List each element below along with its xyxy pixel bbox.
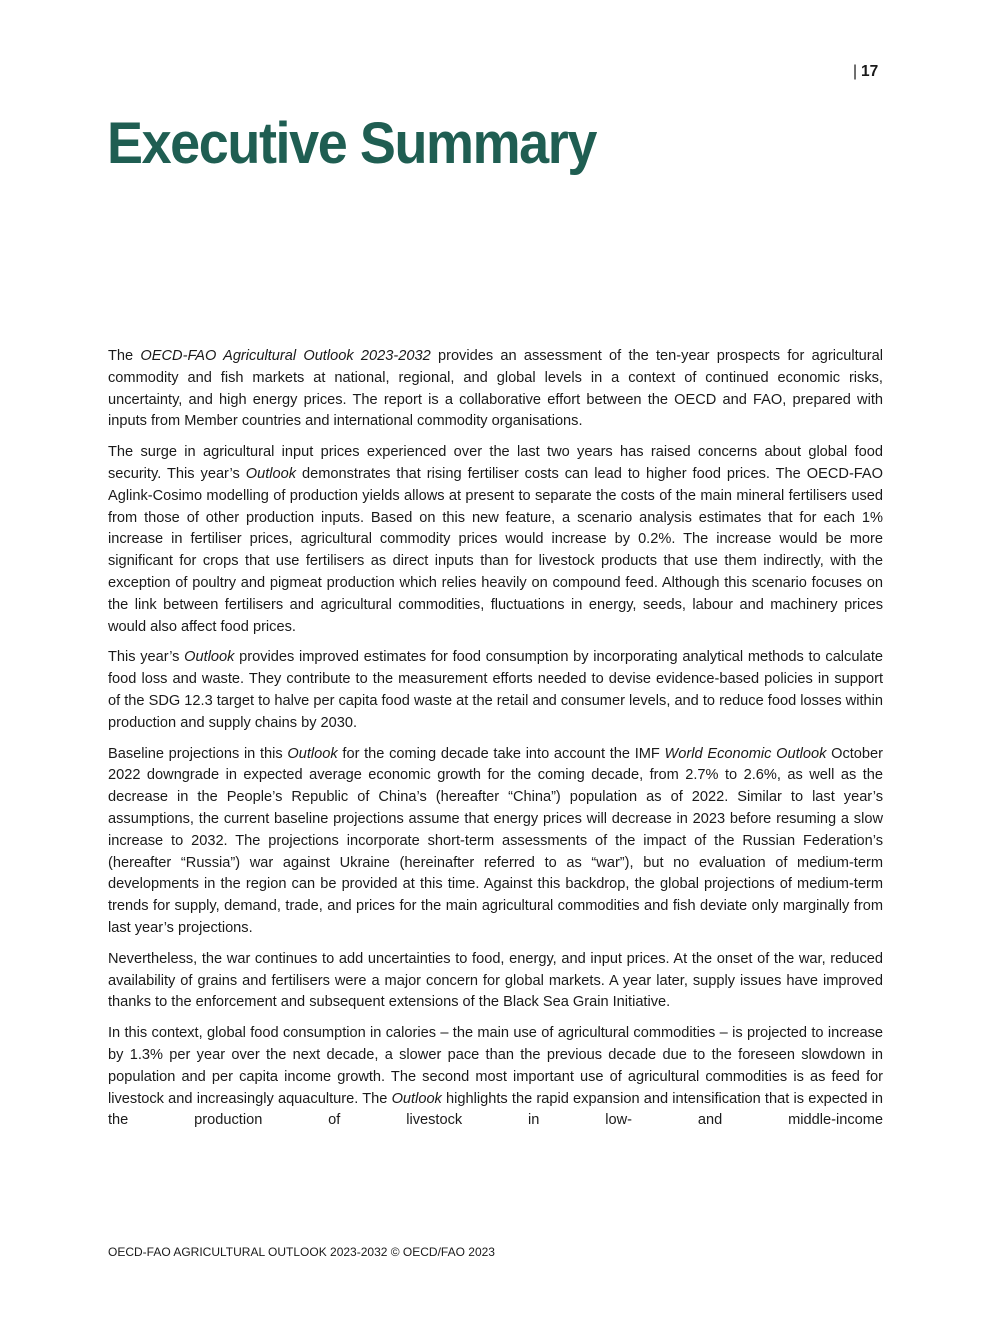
paragraph-text: The: [108, 348, 141, 364]
paragraph-text: highlights the rapid expansion and intensification that is expected in the production of livestock in low- and middle-income: [108, 1090, 883, 1129]
paragraph-text: Baseline projections in this: [108, 745, 288, 762]
paragraph-text: This year’s: [108, 649, 185, 666]
paragraph-text: provides improved estimates for food consumption by incorporating analytical methods to calculate food loss and waste. They contribute to the measurement efforts needed to devise evidence-based policies in support of the SDG 12.3 target to halve per capita food waste at the retail and consumer levels, and to reduce food losses within production and supply chains by 2030.: [108, 649, 883, 731]
paragraph-italic-text: OECD-FAO Agricultural Outlook 2023-2032: [140, 348, 431, 364]
paragraph-intro: [108, 346, 883, 433]
page-title: Executive Summary: [107, 111, 596, 176]
page-number: [853, 62, 878, 82]
paragraph-text: Nevertheless, the war continues to add uncertainties to food, energy, and input prices. At the onset of the war, reduced availability of grains and fertilisers were a major concern for global markets. A year later, supply issues have improved thanks to the enforcement and subsequent extensions of the Black Sea Grain Initiative.: [108, 950, 883, 1011]
paragraph-war: [108, 949, 883, 1014]
paragraph-text: October 2022 downgrade in expected average economic growth for the coming decade, from 2.7% to 2.6%, as well as the decrease in the People’s Republic of China’s (hereafter “China”) population as of 2022. Similar to last year’s assumptions, the current baseline projections assume that energy prices will decrease in 2023 before resuming a slow increase to 2032. The projections incorporate short-term assessments of the impact of the Russian Federation’s (hereafter “Russia”) war against Ukraine (hereinafter referred to as “war”), but no evaluation of medium-term developments in the region can be provided at this time. Against this backdrop, the global projections of medium-term trends for supply, demand, trade, and prices for the main agricultural commodities and fish deviate only marginally from last year’s projections.: [108, 745, 884, 936]
paragraph-italic-text: Outlook: [391, 1090, 442, 1107]
paragraph-italic-text: Outlook: [287, 745, 338, 762]
paragraph-text: provides an assessment of the ten-year prospects for agricultural commodity and fish markets at national, regional, and global levels in a context of continued economic risks, uncertainty, and high energy prices. The report is a collaborative effort between the OECD and FAO, prepared with inputs from Member countries and international commodity organisations.: [108, 348, 883, 430]
paragraph-input-prices: [108, 442, 883, 638]
paragraph-italic-text: Outlook: [245, 465, 297, 482]
paragraph-food-loss: [108, 647, 883, 734]
paragraph-consumption: [108, 1023, 883, 1132]
page-number-separator: |: [853, 63, 858, 80]
page-number-value: 17: [861, 63, 879, 80]
body-text: [108, 346, 883, 1132]
page-footer: OECD-FAO AGRICULTURAL OUTLOOK 2023-2032 © OECD/FAO 2023: [108, 1245, 495, 1259]
paragraph-text: In this context, global food consumption in calories – the main use of agricultural commodities – is projected to increase by 1.3% per year over the next decade, a slower pace than the previous decade due to the foreseen slowdown in population and per capita income growth. The second most important use of agricultural commodities is as feed for livestock and increasingly aquaculture. The: [108, 1025, 883, 1107]
paragraph-text: demonstrates that rising fertiliser costs can lead to higher food prices. The OECD-FAO Aglink-Cosimo modelling of production yields allows at present to separate the costs of the main mineral fertilisers used from those of other production inputs. Based on this new feature, a scenario analysis estimates that for each 1% increase in fertiliser prices, agricultural commodity prices would increase by 0.2%. The increase would be more significant for crops that use fertilisers as direct inputs than for livestock products that use them indirectly, with the exception of poultry and pigmeat production which relies heavily on compound feed. Although this scenario focuses on the link between fertilisers and agricultural commodities, fluctuations in energy, seeds, labour and machinery prices would also affect food prices.: [108, 465, 883, 635]
paragraph-text: for the coming decade take into account the IMF: [337, 745, 665, 762]
paragraph-baseline: [108, 744, 883, 940]
paragraph-italic-text: Outlook: [184, 649, 235, 666]
paragraph-text: The surge in agricultural input prices experienced over the last two years has raised concerns about global food security. This year’s: [108, 444, 883, 482]
paragraph-italic-text: World Economic Outlook: [664, 745, 827, 762]
